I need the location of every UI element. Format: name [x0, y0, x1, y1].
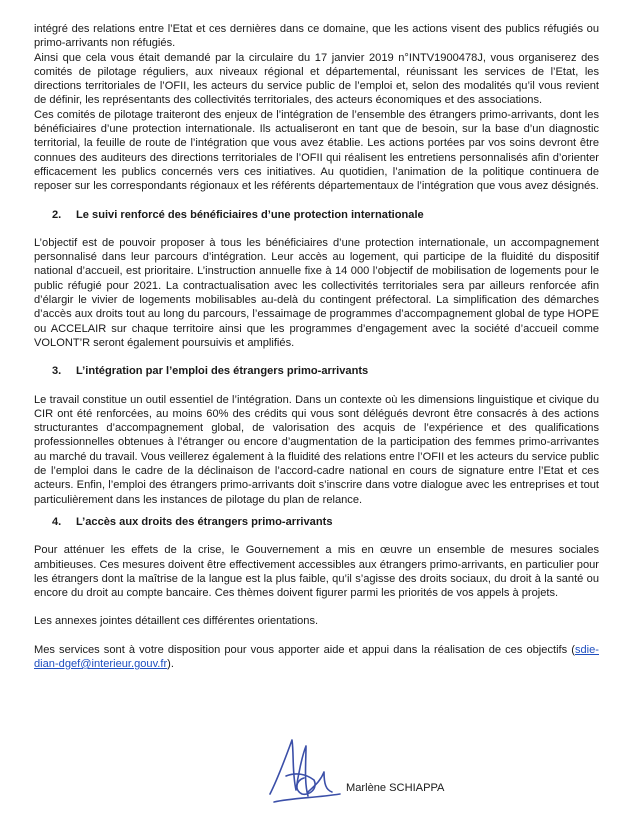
- closing-paragraph: [34, 643, 599, 672]
- letter-page: [34, 22, 599, 671]
- section-3-body: Le travail constitue un outil essentiel de l’intégration. Dans un contexte où les dimensions linguistique et civique du CIR ont été renforcées, au moins 60% des crédits qui vous sont délégués devront être consacrés à des actions structurantes d’accompagnement global, de valorisation des acquis de l’expérience et des qualifications professionnelles obtenues à l’étranger ou encore d’augmentation de la participation des femmes primo-arrivantes au marché du travail. Vous veillerez également à la fluidité des relations entre l’OFII et les acteurs du service public de l’emploi dans le cadre de la déclinaison de l’accord-cadre national en cours de signature entre l’Etat et ces acteurs. Enfin, l’emploi des étrangers primo-arrivants doit s’inscrire dans votre dialogue avec les entreprises et tout particulièrement dans les instances de pilotage du plan de relance.: [34, 393, 599, 506]
- section-3-title: L’intégration par l’emploi des étrangers primo-arrivants: [76, 365, 369, 378]
- signature-block: [262, 732, 462, 812]
- closing-text: Mes services sont à votre disposition pour vous apporter aide et appui dans la réalisation de ces objectifs (: [34, 643, 575, 656]
- signatory-name: Marlène SCHIAPPA: [346, 782, 445, 794]
- section-4-body: Pour atténuer les effets de la crise, le Gouvernement a mis en œuvre un ensemble de mesures sociales ambitieuses. Ces mesures doivent être effectivement accessibles aux étrangers primo-arrivants, en particulier pour les étrangers dont la maîtrise de la langue est la plus faible, qu’il s’agisse des droits sociaux, du droit à la santé ou encore du droit au compte bancaire. Ces thèmes doivent figurer parmi les priorités de vos appels à projets.: [34, 544, 599, 600]
- paragraph-intro-2: Ainsi que cela vous était demandé par la circulaire du 17 janvier 2019 n°INTV1900478J, vous organiserez des comités de pilotage réguliers, aux niveaux régional et départemental, réunissant les services de l’Etat, les directions territoriales de l’OFII, les acteurs du service public de l’emploi et, selon des modalités qu’il vous revient de définir, les représentants des collectivités territoriales, des acteurs économiques et des associations.: [34, 51, 599, 107]
- paragraph-intro-1: intégré des relations entre l’Etat et ces dernières dans ce domaine, que les actions visent des publics réfugiés ou primo-arrivants non réfugiés.: [34, 23, 599, 50]
- section-4-heading: [34, 515, 599, 529]
- section-2-title: Le suivi renforcé des bénéficiaires d’une protection internationale: [76, 208, 424, 221]
- section-2-heading: [34, 208, 599, 222]
- handwritten-signature: [262, 732, 462, 812]
- section-3-heading: [34, 364, 599, 378]
- section-4-title: L’accès aux droits des étrangers primo-arrivants: [76, 515, 333, 528]
- section-2-body: L’objectif est de pouvoir proposer à tous les bénéficiaires d’une protection internationale, un accompagnement personnalisé dans leur parcours d’intégration. Leur accès au logement, qui participe de la fluidité du dispositif national d’accueil, est prioritaire. L’instruction annuelle fixe à 14 000 l’objectif de mobilisation de logements pour le public réfugié pour 2021. La contractualisation avec les collectivités territoriales sera par ailleurs renforcée afin d’élargir le vivier de logements mobilisables au-delà du contingent préfectoral. La simplification des démarches d’accès aux droits tout au long du parcours, l’essaimage de programmes d’accompagnement global de type HOPE ou ACCELAIR sur chaque territoire ainsi que les programmes d’engagement avec la société d’accueil comme VOLONT’R seront également poursuivis et amplifiés.: [34, 236, 599, 349]
- closing-end: ).: [167, 657, 174, 670]
- section-3-number: 3.: [52, 365, 62, 378]
- paragraph-intro-3: Ces comités de pilotage traiteront des enjeux de l’intégration de l’ensemble des étrangers primo-arrivants, dont les bénéficiaires d’une protection internationale. Ils actualiseront en tant que de besoin, sur la base d’un diagnostic territorial, la feuille de route de l’intégration que vous avez établie. Les actions portées par vos soins devront être connues des auditeurs des directions territoriales de l’OFII qui réalisent les entretiens personnalisés afin d’orienter efficacement les publics concernés vers ces initiatives. Au quotidien, l’animation de la politique continuera de reposer sur les correspondants régionaux et les référents départementaux de l’intégration que vous avez désignés.: [34, 108, 599, 193]
- annexes-paragraph: Les annexes jointes détaillent ces différentes orientations.: [34, 615, 319, 628]
- section-2-number: 2.: [52, 208, 62, 221]
- email-link[interactable]: sdie-dian-dgef@interieur.gouv.fr: [34, 643, 599, 670]
- section-4-number: 4.: [52, 515, 62, 528]
